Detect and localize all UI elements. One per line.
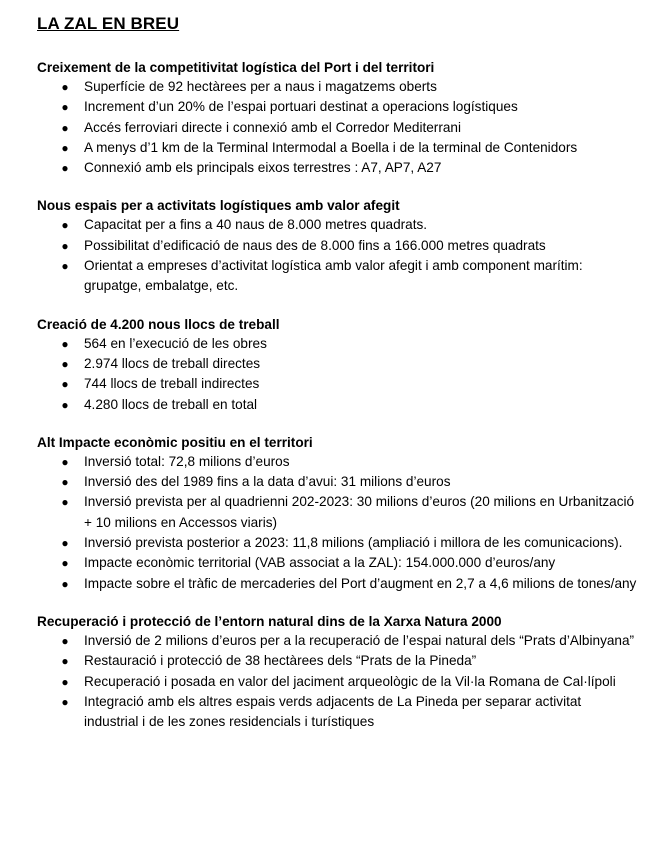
list-item-text: A menys d’1 km de la Terminal Intermodal a Boella i de la terminal de Contenidors (84, 139, 578, 155)
bullet-icon: ● (61, 120, 69, 135)
list-item (37, 651, 637, 671)
bullet-icon: ● (61, 100, 69, 115)
bullet-icon: ● (61, 576, 69, 591)
bullet-list (37, 215, 637, 296)
list-item (37, 692, 637, 733)
list-item-text: Inversió total: 72,8 milions d’euros (84, 453, 290, 469)
bullet-icon: ● (61, 259, 69, 274)
list-item (37, 334, 637, 354)
bullet-icon: ● (61, 140, 69, 155)
list-item (37, 492, 637, 533)
section-heading: Creació de 4.200 nous llocs de treball (37, 316, 280, 332)
list-item-text: Capacitat per a fins a 40 naus de 8.000 metres quadrats. (84, 217, 428, 233)
document-page (37, 12, 637, 750)
list-item-text: 744 llocs de treball indirectes (84, 376, 260, 392)
bullet-list (37, 631, 637, 732)
bullet-icon: ● (61, 161, 69, 176)
list-item-text: Inversió prevista per al quadrienni 202-2023: 30 milions d’euros (20 milions en Urbanització + 10 milions en Accessos viaris) (84, 494, 635, 530)
list-item-text: 2.974 llocs de treball directes (84, 355, 261, 371)
section (37, 58, 637, 178)
list-item (37, 158, 637, 178)
list-item (37, 631, 637, 651)
section (37, 315, 637, 415)
bullet-icon: ● (61, 218, 69, 233)
list-item-text: Inversió des del 1989 fins a la data d’avui: 31 milions d’euros (84, 474, 451, 490)
list-item (37, 472, 637, 492)
list-item-text: Inversió prevista posterior a 2023: 11,8 milions (ampliació i millora de les comunicacions). (84, 535, 623, 551)
list-item-text: Orientat a empreses d’activitat logística amb valor afegit i amb component marítim: grupatge, embalatge, etc. (84, 258, 583, 294)
bullet-icon: ● (61, 454, 69, 469)
bullet-icon: ● (61, 495, 69, 510)
document-title: LA ZAL EN BREU (37, 14, 180, 33)
list-item (37, 374, 637, 394)
list-item-text: Inversió de 2 milions d’euros per a la recuperació de l’espai natural dels “Prats d’Albinyana” (84, 632, 635, 648)
bullet-icon: ● (61, 336, 69, 351)
list-item-text: Recuperació i posada en valor del jaciment arqueològic de la Vil·la Romana de Cal·lípoli (84, 673, 616, 689)
sections-container (37, 58, 637, 732)
bullet-icon: ● (61, 356, 69, 371)
bullet-list (37, 334, 637, 415)
list-item (37, 138, 637, 158)
bullet-icon: ● (61, 694, 69, 709)
list-item-text: Increment d’un 20% de l’espai portuari destinat a operacions logístiques (84, 99, 518, 115)
list-item (37, 354, 637, 374)
bullet-icon: ● (61, 674, 69, 689)
list-item (37, 574, 637, 594)
list-item (37, 118, 637, 138)
section-heading: Alt Impacte econòmic positiu en el territori (37, 434, 313, 450)
bullet-icon: ● (61, 377, 69, 392)
list-item (37, 236, 637, 256)
section-heading: Nous espais per a activitats logístiques amb valor afegit (37, 198, 400, 214)
list-item-text: Connexió amb els principals eixos terrestres : A7, AP7, A27 (84, 160, 442, 176)
list-item-text: 4.280 llocs de treball en total (84, 396, 258, 412)
list-item-text: 564 en l’execució de les obres (84, 335, 267, 351)
bullet-icon: ● (61, 536, 69, 551)
list-item (37, 97, 637, 117)
section (37, 433, 637, 594)
bullet-icon: ● (61, 397, 69, 412)
bullet-icon: ● (61, 475, 69, 490)
section (37, 612, 637, 732)
bullet-icon: ● (61, 654, 69, 669)
list-item (37, 215, 637, 235)
list-item-text: Integració amb els altres espais verds adjacents de La Pineda per separar activitat industrial i de les zones residencials i turístiques (84, 693, 582, 730)
bullet-icon: ● (61, 556, 69, 571)
list-item-text: Possibilitat d’edificació de naus des de 8.000 fins a 166.000 metres quadrats (84, 237, 546, 253)
list-item (37, 672, 637, 692)
list-item (37, 533, 637, 553)
section-heading: Recuperació i protecció de l’entorn natural dins de la Xarxa Natura 2000 (37, 613, 502, 629)
list-item (37, 77, 637, 97)
section-heading: Creixement de la competitivitat logística del Port i del territori (37, 60, 435, 75)
list-item-text: Impacte sobre el tràfic de mercaderies del Port d’augment en 2,7 a 4,6 milions de tones/any (84, 575, 637, 591)
bullet-icon: ● (61, 633, 69, 648)
section (37, 196, 637, 296)
list-item-text: Impacte econòmic territorial (VAB associat a la ZAL): 154.000.000 d’euros/any (84, 555, 556, 571)
bullet-list (37, 77, 637, 178)
list-item-text: Accés ferroviari directe i connexió amb el Corredor Mediterrani (84, 119, 462, 135)
bullet-icon: ● (61, 80, 69, 94)
list-item (37, 452, 637, 472)
list-item-text: Restauració i protecció de 38 hectàrees dels “Prats de la Pineda” (84, 653, 477, 669)
bullet-icon: ● (61, 238, 69, 253)
list-item (37, 395, 637, 415)
list-item-text: Superfície de 92 hectàrees per a naus i magatzems oberts (84, 79, 437, 94)
bullet-list (37, 452, 637, 594)
list-item (37, 256, 637, 297)
list-item (37, 553, 637, 573)
